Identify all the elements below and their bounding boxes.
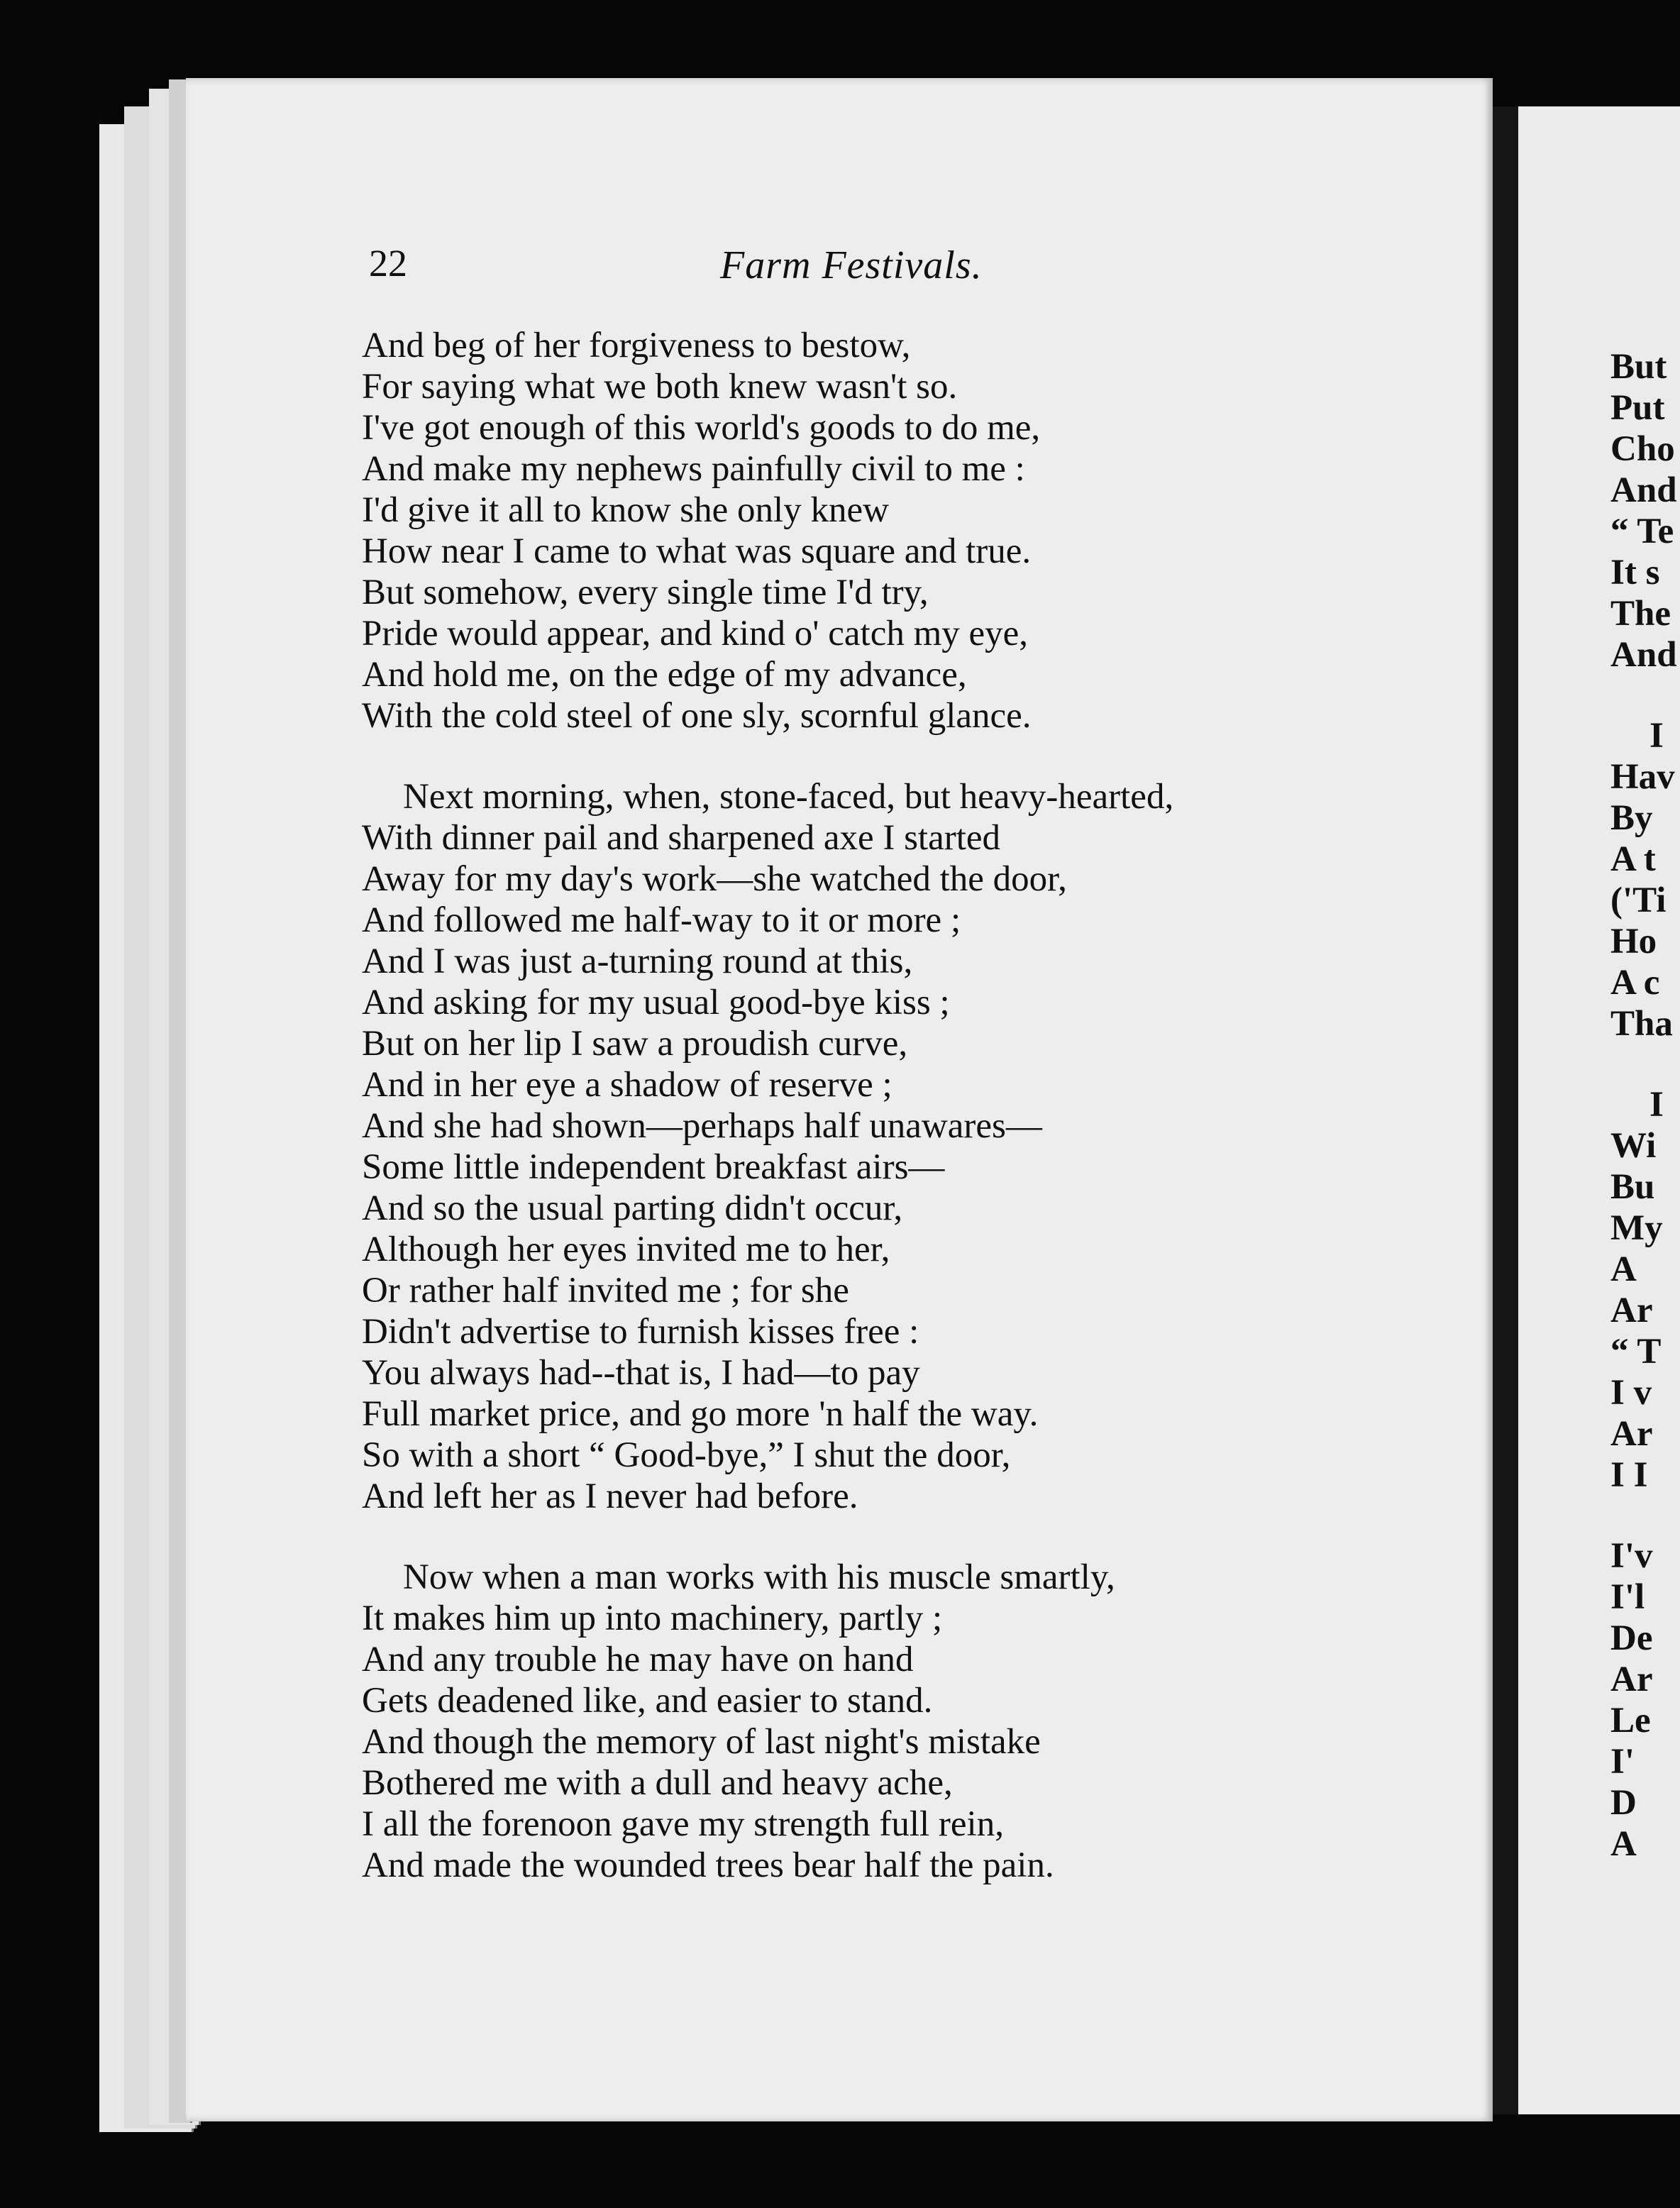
facing-line: I'v [1610, 1536, 1653, 1576]
poem-line: And made the wounded trees bear half the pain. [362, 1845, 1054, 1885]
poem-line: Full market price, and go more 'n half the way. [362, 1394, 1039, 1434]
page-number: 22 [369, 242, 407, 285]
facing-line: The [1610, 594, 1671, 634]
poem-line: And hold me, on the edge of my advance, [362, 655, 967, 695]
facing-line: De [1610, 1618, 1653, 1658]
poem-line: Bothered me with a dull and heavy ache, [362, 1763, 953, 1803]
facing-line: My [1610, 1208, 1663, 1248]
poem-line: And beg of her forgiveness to bestow, [362, 326, 911, 365]
facing-line: And [1610, 470, 1677, 510]
stanza-1 [362, 325, 1469, 736]
stanza-3 [362, 1557, 1469, 1886]
poem-line: With dinner pail and sharpened axe I started [362, 818, 1001, 858]
facing-stanza-3 [1610, 1084, 1677, 1496]
poem-line: And left her as I never had before. [362, 1476, 858, 1516]
poem-line: And make my nephews painfully civil to me : [362, 449, 1025, 489]
poem-line: Although her eyes invited me to her, [362, 1230, 890, 1269]
facing-line: I' [1610, 1742, 1635, 1782]
poem-line: It makes him up into machinery, partly ; [362, 1599, 943, 1638]
facing-line: Ho [1610, 922, 1657, 961]
facing-line: “ T [1610, 1332, 1662, 1371]
book-gutter [1493, 106, 1518, 2114]
poem-line: Or rather half invited me ; for she [362, 1271, 849, 1310]
poem-line: And followed me half-way to it or more ; [362, 900, 961, 940]
poem-line: For saying what we both knew wasn't so. [362, 367, 958, 407]
poem-text [362, 325, 1469, 1926]
poem-line: Gets deadened like, and easier to stand. [362, 1681, 933, 1721]
poem-line: And I was just a-turning round at this, [362, 942, 913, 981]
facing-line: A [1610, 1824, 1637, 1864]
poem-line: So with a short “ Good-bye,” I shut the door, [362, 1435, 1011, 1475]
facing-line: Ar [1610, 1291, 1653, 1330]
facing-stanza-2 [1610, 715, 1677, 1044]
facing-line: I'l [1610, 1577, 1645, 1617]
poem-line: And she had shown—perhaps half unawares— [362, 1106, 1042, 1146]
facing-stanza-4 [1610, 1535, 1677, 1865]
poem-line: How near I came to what was square and true. [362, 531, 1032, 571]
facing-line: I I [1610, 1455, 1648, 1495]
poem-line: And in her eye a shadow of reserve ; [362, 1065, 892, 1105]
facing-line: But [1610, 347, 1667, 387]
facing-line: A [1610, 1249, 1637, 1289]
facing-line: I v [1610, 1373, 1652, 1413]
poem-line: I've got enough of this world's goods to do me, [362, 408, 1041, 448]
facing-line: And [1610, 635, 1677, 675]
poem-line: And asking for my usual good-bye kiss ; [362, 983, 950, 1022]
poem-line: I all the forenoon gave my strength full rein, [362, 1804, 1004, 1844]
facing-line: By [1610, 798, 1653, 838]
poem-line: But somehow, every single time I'd try, [362, 573, 929, 612]
poem-line: And any trouble he may have on hand [362, 1640, 914, 1679]
facing-stanza-1 [1610, 346, 1677, 675]
facing-line: D [1610, 1783, 1637, 1823]
poem-line: I'd give it all to know she only knew [362, 490, 889, 530]
facing-line: “ Te [1610, 512, 1674, 551]
facing-line: Hav [1610, 757, 1675, 797]
facing-line: Cho [1610, 429, 1675, 469]
facing-line: I [1649, 1085, 1664, 1125]
facing-line: Ar [1610, 1660, 1653, 1699]
facing-line: Le [1610, 1701, 1651, 1740]
poem-line: With the cold steel of one sly, scornful glance. [362, 696, 1032, 736]
facing-line: Tha [1610, 1004, 1673, 1044]
poem-line: Didn't advertise to furnish kisses free : [362, 1312, 919, 1352]
facing-line: Wi [1610, 1126, 1657, 1166]
facing-line: It s [1610, 553, 1660, 592]
poem-line: Now when a man works with his muscle smartly, [403, 1557, 1115, 1597]
facing-line: A t [1610, 839, 1656, 879]
poem-line: Some little independent breakfast airs— [362, 1147, 945, 1187]
poem-line: Away for my day's work—she watched the door, [362, 859, 1067, 899]
poem-line: And though the memory of last night's mistake [362, 1722, 1041, 1762]
facing-page-text [1610, 346, 1677, 1904]
poem-line: Next morning, when, stone-faced, but heavy-hearted, [403, 777, 1174, 817]
facing-line: ('Ti [1610, 881, 1667, 920]
facing-page [1518, 106, 1680, 2114]
poem-line: And so the usual parting didn't occur, [362, 1188, 903, 1228]
stanza-2 [362, 776, 1469, 1517]
poem-line: But on her lip I saw a proudish curve, [362, 1024, 908, 1064]
facing-line: Put [1610, 388, 1665, 428]
facing-line: Bu [1610, 1167, 1655, 1207]
facing-line: A c [1610, 963, 1660, 1003]
facing-line: I [1649, 716, 1664, 756]
running-title: Farm Festivals. [720, 243, 983, 287]
poem-line: You always had--that is, I had—to pay [362, 1353, 920, 1393]
poem-line: Pride would appear, and kind o' catch my eye, [362, 614, 1029, 653]
facing-line: Ar [1610, 1414, 1653, 1454]
